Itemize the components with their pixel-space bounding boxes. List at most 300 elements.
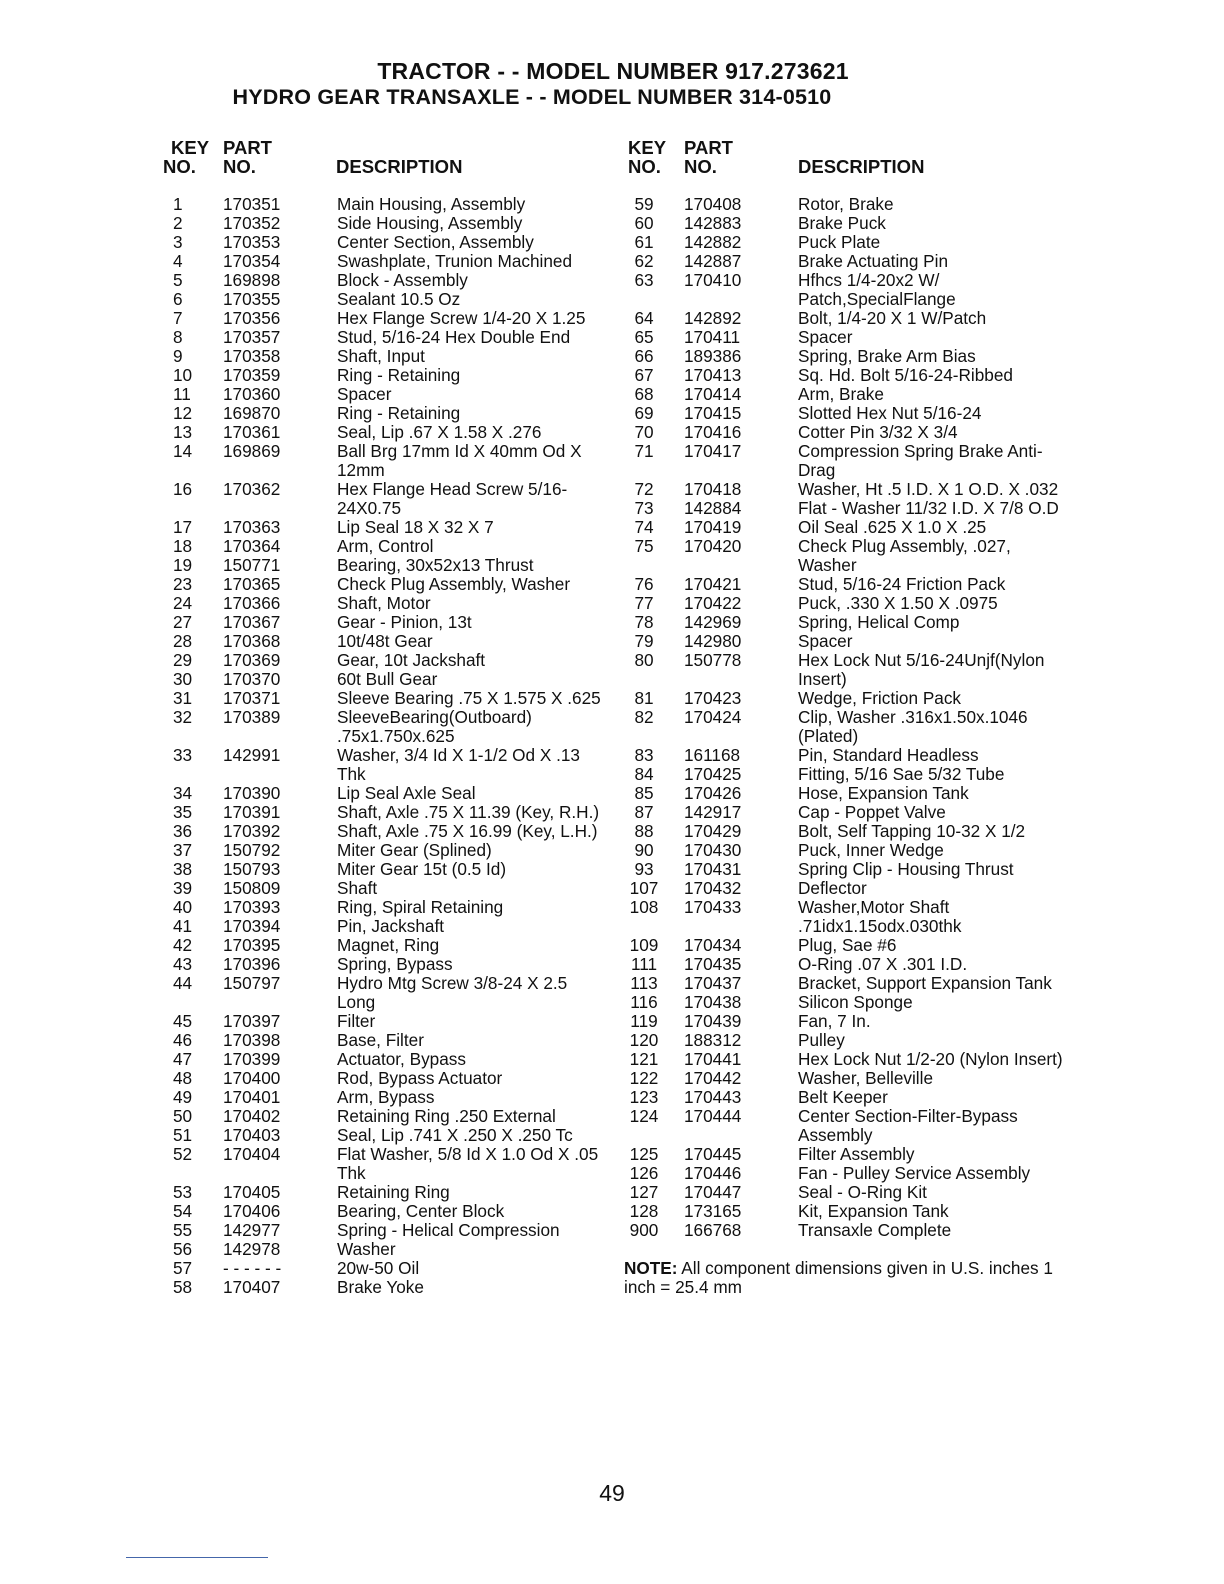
key-number: 64	[634, 308, 654, 328]
key-number: 52	[173, 1144, 193, 1164]
part-description: Plug, Sae #6	[798, 935, 897, 955]
part-description: Hfhcs 1/4-20x2 W/ Patch,SpecialFlange	[798, 270, 956, 309]
part-header-bottom: NO.	[684, 156, 717, 177]
part-number: 170359	[223, 365, 281, 385]
part-description: Retaining Ring .250 External	[337, 1106, 556, 1126]
part-number: 170435	[684, 954, 742, 974]
part-description: Arm, Brake	[798, 384, 884, 404]
key-number: 58	[173, 1277, 193, 1297]
part-number: 150792	[223, 840, 281, 860]
parts-row	[624, 423, 1074, 442]
part-description: Spring, Helical Comp	[798, 612, 960, 632]
part-description: O-Ring .07 X .301 I.D.	[798, 954, 968, 974]
parts-row	[624, 499, 1074, 518]
part-description: Gear - Pinion, 13t	[337, 612, 472, 632]
parts-row	[163, 594, 613, 613]
key-number: 16	[173, 479, 193, 499]
parts-row	[163, 1183, 613, 1202]
parts-row	[624, 1031, 1074, 1050]
part-description: 60t Bull Gear	[337, 669, 438, 689]
part-number: 170444	[684, 1106, 742, 1126]
part-description: Fan, 7 In.	[798, 1011, 871, 1031]
parts-row	[163, 784, 613, 803]
part-description: Hex Lock Nut 1/2-20 (Nylon Insert)	[798, 1049, 1063, 1069]
key-number: 61	[634, 232, 654, 252]
key-number: 50	[173, 1106, 193, 1126]
part-number: 170368	[223, 631, 281, 651]
part-number: 170366	[223, 593, 281, 613]
part-number: 170422	[684, 593, 742, 613]
part-description: Flat - Washer 11/32 I.D. X 7/8 O.D	[798, 498, 1059, 518]
key-number: 36	[173, 821, 193, 841]
key-number: 62	[634, 251, 654, 271]
part-number: 161168	[684, 745, 741, 765]
part-number: 142980	[684, 631, 742, 651]
parts-row	[624, 860, 1074, 879]
key-number: 57	[173, 1258, 193, 1278]
key-number: 53	[173, 1182, 193, 1202]
parts-row	[624, 803, 1074, 822]
parts-row	[163, 936, 613, 955]
part-number: 170351	[223, 194, 281, 214]
parts-row	[163, 404, 613, 423]
parts-row	[163, 1126, 613, 1145]
key-number: 68	[634, 384, 654, 404]
key-number: 13	[173, 422, 193, 442]
part-number: 170415	[684, 403, 742, 423]
part-description: Puck, Inner Wedge	[798, 840, 944, 860]
parts-row	[624, 1107, 1074, 1145]
part-description: Side Housing, Assembly	[337, 213, 523, 233]
key-number: 120	[629, 1030, 659, 1050]
key-number: 82	[634, 707, 654, 727]
part-number: 170395	[223, 935, 281, 955]
part-description: Sealant 10.5 Oz	[337, 289, 461, 309]
key-number: 19	[173, 555, 193, 575]
key-number: 75	[634, 536, 654, 556]
key-number: 12	[173, 403, 193, 423]
key-number: 78	[634, 612, 654, 632]
parts-row	[163, 1012, 613, 1031]
part-description: Miter Gear 15t (0.5 Id)	[337, 859, 507, 879]
part-number: 170371	[223, 688, 281, 708]
part-description: Hydro Mtg Screw 3/8-24 X 2.5 Long	[337, 973, 568, 1012]
parts-row	[163, 442, 613, 480]
key-number: 42	[173, 935, 193, 955]
part-number: 170430	[684, 840, 742, 860]
key-number: 107	[629, 878, 659, 898]
parts-row	[163, 385, 613, 404]
key-number: 79	[634, 631, 654, 651]
key-number: 30	[173, 669, 193, 689]
parts-row	[624, 613, 1074, 632]
parts-row	[163, 803, 613, 822]
part-number: 170396	[223, 954, 281, 974]
part-description: Brake Actuating Pin	[798, 251, 949, 271]
part-description: Spacer	[337, 384, 392, 404]
key-number: 40	[173, 897, 193, 917]
parts-row	[163, 841, 613, 860]
parts-row	[163, 518, 613, 537]
parts-column-right	[624, 135, 1074, 1297]
part-number: 170358	[223, 346, 281, 366]
part-description: Pin, Standard Headless	[798, 745, 979, 765]
parts-row	[624, 1012, 1074, 1031]
part-number: 170432	[684, 878, 742, 898]
key-number: 18	[173, 536, 193, 556]
parts-row	[624, 632, 1074, 651]
part-number: 170394	[223, 916, 281, 936]
parts-row	[163, 1031, 613, 1050]
parts-row	[163, 670, 613, 689]
part-number: 170390	[223, 783, 281, 803]
key-number: 27	[173, 612, 193, 632]
parts-row	[624, 746, 1074, 765]
parts-row	[163, 556, 613, 575]
part-description: Block - Assembly	[337, 270, 468, 290]
part-description: 20w-50 Oil	[337, 1258, 420, 1278]
key-number: 49	[173, 1087, 193, 1107]
part-description: Shaft, Axle .75 X 11.39 (Key, R.H.)	[337, 802, 600, 822]
part-description: Kit, Expansion Tank	[798, 1201, 949, 1221]
parts-row	[163, 822, 613, 841]
part-number: 170365	[223, 574, 281, 594]
key-number: 90	[634, 840, 654, 860]
key-number: 47	[173, 1049, 193, 1069]
key-number: 60	[634, 213, 654, 233]
part-description: Puck, .330 X 1.50 X .0975	[798, 593, 998, 613]
part-number: 170429	[684, 821, 742, 841]
parts-row	[624, 1202, 1074, 1221]
key-number: 85	[634, 783, 654, 803]
part-number: 170413	[684, 365, 742, 385]
parts-row	[163, 309, 613, 328]
part-description: Shaft	[337, 878, 378, 898]
parts-row	[163, 651, 613, 670]
part-description: Rod, Bypass Actuator	[337, 1068, 503, 1088]
part-number: 169898	[223, 270, 281, 290]
key-number: 66	[634, 346, 654, 366]
key-number: 38	[173, 859, 193, 879]
key-number: 34	[173, 783, 193, 803]
part-description: Bracket, Support Expansion Tank	[798, 973, 1052, 993]
parts-row	[163, 613, 613, 632]
part-number: - - - - - -	[223, 1258, 282, 1278]
key-number: 1	[173, 194, 183, 214]
part-description: Sq. Hd. Bolt 5/16-24-Ribbed	[798, 365, 1013, 385]
parts-row	[624, 233, 1074, 252]
parts-row	[624, 955, 1074, 974]
part-number: 170401	[223, 1087, 281, 1107]
part-number: 142892	[684, 308, 742, 328]
key-number: 124	[629, 1106, 659, 1126]
parts-row	[163, 233, 613, 252]
part-number: 142977	[223, 1220, 281, 1240]
part-description: Ball Brg 17mm Id X 40mm Od X 12mm	[337, 441, 582, 480]
key-number: 33	[173, 745, 193, 765]
page-number: 49	[599, 1480, 625, 1506]
part-description: Hex Lock Nut 5/16-24Unjf(Nylon Insert)	[798, 650, 1045, 689]
part-description: Spacer	[798, 631, 853, 651]
key-number: 10	[173, 365, 193, 385]
parts-row	[163, 1107, 613, 1126]
key-number: 56	[173, 1239, 193, 1259]
part-description: Ring - Retaining	[337, 403, 461, 423]
part-number: 142978	[223, 1239, 281, 1259]
parts-row	[163, 271, 613, 290]
parts-row	[624, 385, 1074, 404]
part-description: Seal, Lip .741 X .250 X .250 Tc	[337, 1125, 573, 1145]
parts-row	[163, 689, 613, 708]
part-number: 170403	[223, 1125, 281, 1145]
part-description: Rotor, Brake	[798, 194, 894, 214]
key-number: 46	[173, 1030, 193, 1050]
part-description: Main Housing, Assembly	[337, 194, 526, 214]
part-number: 188312	[684, 1030, 742, 1050]
part-description: Bearing, Center Block	[337, 1201, 505, 1221]
part-description: Clip, Washer .316x1.50x.1046 (Plated)	[798, 707, 1028, 746]
part-number: 150797	[223, 973, 281, 993]
parts-row	[624, 898, 1074, 936]
parts-row	[163, 366, 613, 385]
part-description: Miter Gear (Splined)	[337, 840, 492, 860]
part-description: Belt Keeper	[798, 1087, 888, 1107]
parts-row	[163, 1145, 613, 1183]
part-number: 170355	[223, 289, 281, 309]
part-number: 142882	[684, 232, 742, 252]
part-description: Pulley	[798, 1030, 845, 1050]
part-description: 10t/48t Gear	[337, 631, 433, 651]
key-number: 11	[173, 384, 191, 404]
part-description: Spring, Bypass	[337, 954, 453, 974]
part-description: Puck Plate	[798, 232, 881, 252]
key-number: 84	[634, 764, 654, 784]
part-number: 170389	[223, 707, 281, 727]
parts-row	[624, 708, 1074, 746]
parts-row	[624, 1145, 1074, 1164]
part-number: 169870	[223, 403, 281, 423]
part-number: 170404	[223, 1144, 281, 1164]
parts-row	[624, 1088, 1074, 1107]
key-header-top: KEY	[628, 137, 667, 158]
part-description: Base, Filter	[337, 1030, 424, 1050]
part-number: 166768	[684, 1220, 742, 1240]
parts-row	[624, 442, 1074, 480]
part-description: Spring Clip - Housing Thrust	[798, 859, 1014, 879]
parts-row	[624, 1164, 1074, 1183]
key-number: 8	[173, 327, 183, 347]
part-description: Lip Seal Axle Seal	[337, 783, 476, 803]
part-number: 150793	[223, 859, 281, 879]
parts-row	[624, 784, 1074, 803]
key-number: 71	[634, 441, 654, 461]
key-number: 2	[173, 213, 183, 233]
parts-row	[624, 651, 1074, 689]
part-description: Hex Flange Screw 1/4-20 X 1.25	[337, 308, 586, 328]
part-number: 150778	[684, 650, 742, 670]
part-number: 170369	[223, 650, 281, 670]
parts-row	[624, 347, 1074, 366]
key-number: 29	[173, 650, 193, 670]
part-description: Washer, 3/4 Id X 1-1/2 Od X .13 Thk	[337, 745, 580, 784]
parts-row	[163, 860, 613, 879]
part-description: Cotter Pin 3/32 X 3/4	[798, 422, 958, 442]
part-description: Washer, Belleville	[798, 1068, 934, 1088]
part-description: Bolt, Self Tapping 10-32 X 1/2	[798, 821, 1026, 841]
parts-list-right	[624, 195, 1074, 1240]
key-number: 76	[634, 574, 654, 594]
part-number: 170398	[223, 1030, 281, 1050]
part-number: 170434	[684, 935, 742, 955]
key-number: 23	[173, 574, 193, 594]
part-description: Filter Assembly	[798, 1144, 915, 1164]
part-number: 170362	[223, 479, 281, 499]
part-number: 170406	[223, 1201, 281, 1221]
part-number: 170354	[223, 251, 281, 271]
key-number: 116	[630, 992, 658, 1012]
parts-row	[624, 993, 1074, 1012]
part-description: Washer, Ht .5 I.D. X 1 O.D. X .032	[798, 479, 1059, 499]
parts-row	[163, 1221, 613, 1240]
part-number: 170357	[223, 327, 281, 347]
key-number: 122	[629, 1068, 659, 1088]
key-number: 3	[173, 232, 183, 252]
part-description: Swashplate, Trunion Machined	[337, 251, 573, 271]
part-number: 142917	[684, 802, 742, 822]
parts-row	[163, 708, 613, 746]
parts-row	[624, 480, 1074, 499]
key-number: 83	[634, 745, 654, 765]
key-number: 67	[634, 365, 654, 385]
note	[624, 1259, 1054, 1297]
parts-row	[624, 1221, 1074, 1240]
part-number: 170353	[223, 232, 281, 252]
part-description: Stud, 5/16-24 Friction Pack	[798, 574, 1006, 594]
part-number: 170391	[223, 802, 281, 822]
parts-row	[624, 1069, 1074, 1088]
part-number: 170446	[684, 1163, 742, 1183]
part-number: 170356	[223, 308, 281, 328]
part-description: Arm, Bypass	[337, 1087, 435, 1107]
part-number: 170420	[684, 536, 742, 556]
parts-row	[163, 214, 613, 233]
key-number: 108	[629, 897, 659, 917]
parts-row	[624, 822, 1074, 841]
key-number: 39	[173, 878, 193, 898]
part-description: Spacer	[798, 327, 853, 347]
parts-row	[163, 575, 613, 594]
part-description: Shaft, Axle .75 X 16.99 (Key, L.H.)	[337, 821, 598, 841]
part-description: Center Section, Assembly	[337, 232, 534, 252]
part-number: 173165	[684, 1201, 742, 1221]
parts-row	[163, 1259, 613, 1278]
parts-row	[624, 1183, 1074, 1202]
parts-row	[624, 594, 1074, 613]
part-description: Fitting, 5/16 Sae 5/32 Tube	[798, 764, 1005, 784]
part-header-top: PART	[223, 137, 272, 158]
key-number: 35	[173, 802, 193, 822]
key-number: 111	[630, 954, 658, 974]
part-description: Ring, Spiral Retaining	[337, 897, 504, 917]
key-number: 51	[173, 1125, 193, 1145]
part-number: 170367	[223, 612, 281, 632]
key-number: 5	[173, 270, 183, 290]
part-description: Spring, Brake Arm Bias	[798, 346, 976, 366]
parts-row	[163, 347, 613, 366]
part-description: Magnet, Ring	[337, 935, 440, 955]
part-number: 170431	[684, 859, 742, 879]
parts-row	[163, 480, 613, 518]
part-description: Shaft, Input	[337, 346, 425, 366]
part-number: 170360	[223, 384, 281, 404]
part-number: 142887	[684, 251, 742, 271]
key-number: 17	[173, 517, 193, 537]
footer-rule	[126, 1557, 268, 1558]
key-number: 126	[629, 1163, 659, 1183]
key-number: 41	[173, 916, 193, 936]
part-number: 170363	[223, 517, 281, 537]
part-description: Check Plug Assembly, .027, Washer	[798, 536, 1011, 575]
part-number: 170421	[684, 574, 742, 594]
parts-row	[624, 366, 1074, 385]
part-number: 170410	[684, 270, 742, 290]
part-number: 170411	[684, 327, 741, 347]
part-number: 170445	[684, 1144, 742, 1164]
note-text: All component dimensions given in U.S. inches 1 inch = 25.4 mm	[624, 1258, 1053, 1297]
parts-row	[163, 1202, 613, 1221]
part-number: 170418	[684, 479, 742, 499]
part-number: 170416	[684, 422, 742, 442]
part-description: Sleeve Bearing .75 X 1.575 X .625	[337, 688, 601, 708]
key-number: 28	[173, 631, 193, 651]
part-description: Hex Flange Head Screw 5/16-24X0.75	[337, 479, 568, 518]
part-description: Spring - Helical Compression	[337, 1220, 560, 1240]
key-number: 9	[173, 346, 183, 366]
key-number: 109	[629, 935, 659, 955]
part-description: Retaining Ring	[337, 1182, 450, 1202]
part-number: 142969	[684, 612, 742, 632]
parts-row	[163, 290, 613, 309]
column-header	[163, 135, 613, 195]
part-description: Flat Washer, 5/8 Id X 1.0 Od X .05 Thk	[337, 1144, 599, 1183]
key-number: 87	[634, 802, 654, 822]
key-number: 69	[634, 403, 654, 423]
key-number: 900	[629, 1220, 659, 1240]
parts-row	[163, 879, 613, 898]
parts-row	[163, 537, 613, 556]
note-label: NOTE:	[624, 1258, 678, 1278]
part-header-bottom: NO.	[223, 156, 256, 177]
parts-row	[163, 328, 613, 347]
parts-list-left	[163, 195, 613, 1297]
part-description: Center Section-Filter-Bypass Assembly	[798, 1106, 1018, 1145]
part-number: 170424	[684, 707, 742, 727]
part-number: 170370	[223, 669, 281, 689]
key-number: 14	[173, 441, 193, 461]
part-number: 142884	[684, 498, 742, 518]
key-number: 59	[634, 194, 654, 214]
part-description: Hose, Expansion Tank	[798, 783, 969, 803]
part-description: Washer	[337, 1239, 396, 1259]
parts-row	[163, 898, 613, 917]
part-description: Wedge, Friction Pack	[798, 688, 962, 708]
parts-row	[624, 879, 1074, 898]
page-subtitle: HYDRO GEAR TRANSAXLE - - MODEL NUMBER 314-0510	[232, 85, 832, 109]
part-number: 189386	[684, 346, 742, 366]
key-number: 125	[629, 1144, 659, 1164]
parts-column-left	[163, 135, 613, 1297]
parts-row	[624, 271, 1074, 309]
